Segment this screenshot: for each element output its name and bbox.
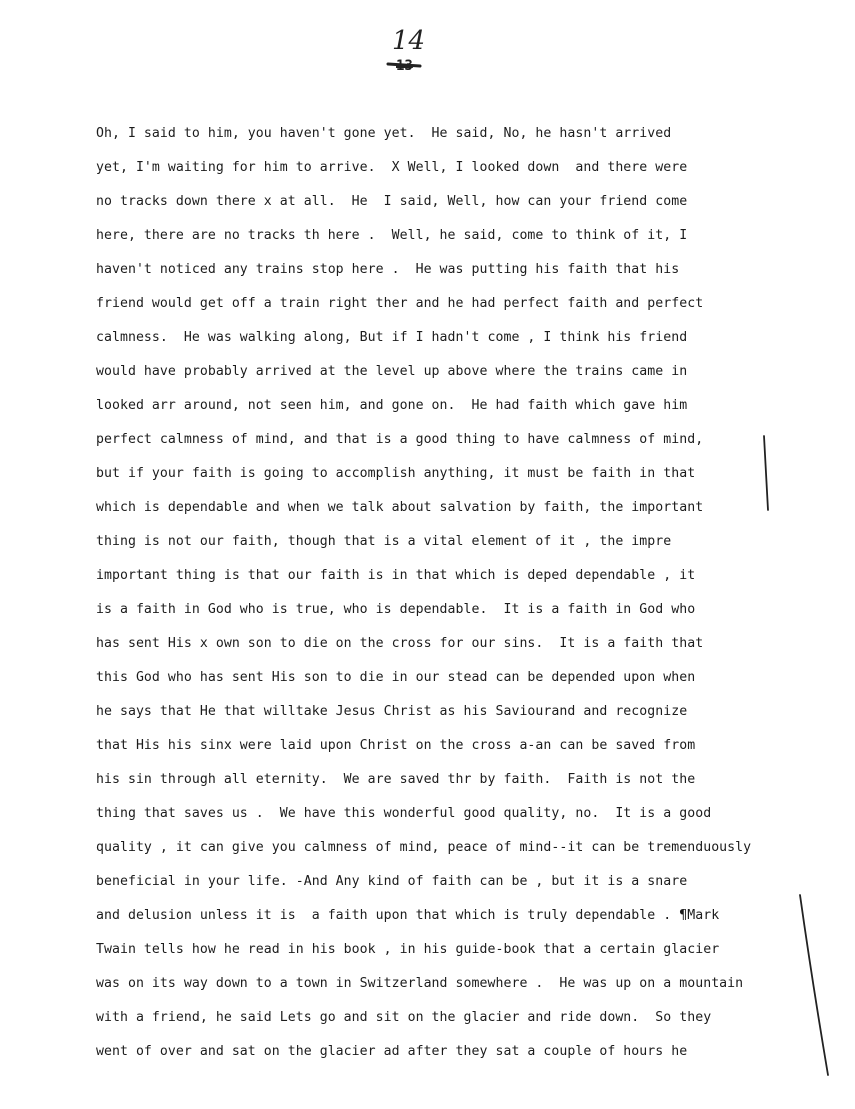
text-line: quality , it can give you calmness of mind, peace of mind--it can be tremenduously <box>96 840 752 855</box>
text-line: beneficial in your life. -And Any kind of faith can be , but it is a snare <box>96 874 688 889</box>
text-line: thing is not our faith, though that is a vital element of it , the impre <box>96 534 672 549</box>
margin-line <box>764 436 768 510</box>
margin-line <box>800 895 828 1075</box>
text-line: went of over and sat on the glacier ad after they sat a couple of hours he <box>96 1044 688 1059</box>
text-line: yet, I'm waiting for him to arrive. X Well, I looked down and there were <box>96 160 688 175</box>
text-line: would have probably arrived at the level up above where the trains came in <box>96 364 688 379</box>
text-line: friend would get off a train right ther and he had perfect faith and perfect <box>96 296 704 311</box>
text-line: this God who has sent His son to die in our stead can be depended upon when <box>96 670 696 685</box>
text-line: but if your faith is going to accomplish anything, it must be faith in that <box>96 466 696 481</box>
text-line: calmness. He was walking along, But if I hadn't come , I think his friend <box>96 330 688 345</box>
text-line: with a friend, he said Lets go and sit on the glacier and ride down. So they <box>96 1010 712 1025</box>
text-line: perfect calmness of mind, and that is a good thing to have calmness of mind, <box>96 432 704 447</box>
page-number: 14 <box>392 26 426 56</box>
text-line: here, there are no tracks th here . Well, he said, come to think of it, I <box>96 228 688 243</box>
text-line: that His his sinx were laid upon Christ on the cross a-an can be saved from <box>96 738 696 753</box>
text-line: no tracks down there x at all. He I said, Well, how can your friend come <box>96 194 688 209</box>
text-line: has sent His x own son to die on the cross for our sins. It is a faith that <box>96 636 704 651</box>
text-line: his sin through all eternity. We are saved thr by faith. Faith is not the <box>96 772 696 787</box>
text-line: haven't noticed any trains stop here . He was putting his faith that his <box>96 262 680 277</box>
text-line: is a faith in God who is true, who is dependable. It is a faith in God who <box>96 602 696 617</box>
text-line: was on its way down to a town in Switzerland somewhere . He was up on a mountain <box>96 976 744 991</box>
text-line: Twain tells how he read in his book , in his guide-book that a certain glacier <box>96 942 720 957</box>
text-line: thing that saves us . We have this wonderful good quality, no. It is a good <box>96 806 712 821</box>
text-line: and delusion unless it is a faith upon that which is truly dependable . ¶Mark <box>96 908 720 923</box>
text-line: important thing is that our faith is in that which is deped dependable , it <box>96 568 696 583</box>
text-line: looked arr around, not seen him, and gone on. He had faith which gave him <box>96 398 688 413</box>
struck-page-number: 13 <box>396 58 413 74</box>
text-line: he says that He that willtake Jesus Christ as his Saviourand and recognize <box>96 704 688 719</box>
text-line: Oh, I said to him, you haven't gone yet. He said, No, he hasn't arrived <box>96 126 672 141</box>
text-line: which is dependable and when we talk about salvation by faith, the important <box>96 500 704 515</box>
